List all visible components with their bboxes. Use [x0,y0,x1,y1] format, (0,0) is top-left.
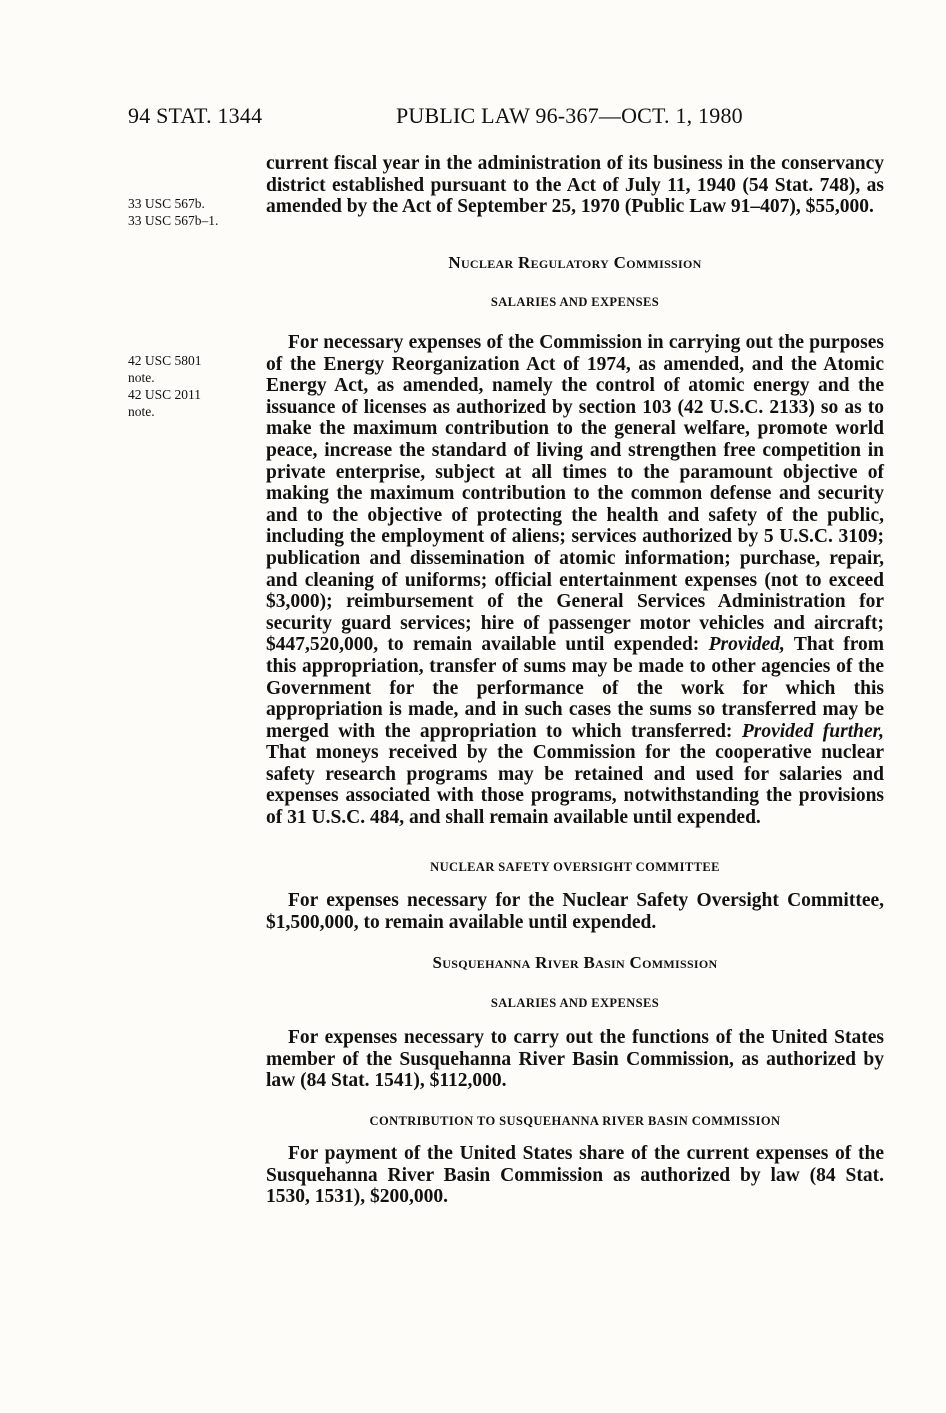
page-header [128,103,828,133]
nrc-provided-2: Provided further, [741,720,885,742]
public-law-title: PUBLIC LAW 96-367—OCT. 1, 1980 [396,103,743,128]
nrc-subheading: SALARIES AND EXPENSES [490,295,660,309]
margin-note-usc-2011: 42 USC 2011 [128,387,202,402]
margin-note-usc-5801: 42 USC 5801 [128,353,202,368]
nrc-provided-1: Provided, [708,634,785,656]
intro-paragraph [266,153,884,218]
nrc-text-part-1: For necessary expenses of the Commission in carrying out the purposes of the Energy Reorganization Act of 1974, as amended, and the Atomic Energy Act, as amended, namely the control of atomic energy and the issuance of licenses as authorized by section 103 (42 U.S.C. 2133) so as to make the maximum contribution to the general welfare, promote world peace, increase the standard of living and strengthen free competition in private enterprise, subject at all times to the paramount objective of making the maximum contribution to the common defense and security and to the objective of protecting the health and safety of the public, including the employment of aliens; services authorized by 5 U.S.C. 3109; publication and dissemination of atomic information; purchase, repair, and cleaning of uniforms; official entertainment expenses (not to exceed $3,000); reimbursement of the General Services Administration for security guard services; hire of passenger motor vehicles and aircraft; $447,520,000, to remain available until expended: [266,332,884,656]
nrc-heading: Nuclear Regulatory Commission [448,253,702,272]
srbc-subheading: SALARIES AND EXPENSES [490,996,660,1010]
srbc-text: For expenses necessary to carry out the functions of the United States member of the Susquehanna River Basin Commission, as authorized by law (84 Stat. 1541), $112,000. [266,1027,884,1092]
statute-reference: 94 STAT. 1344 [128,103,263,128]
nrc-paragraph [266,332,884,829]
nsoc-heading: NUCLEAR SAFETY OVERSIGHT COMMITTEE [430,860,720,874]
margin-note-note-b: note. [128,404,155,419]
nsoc-text: For expenses necessary for the Nuclear Safety Oversight Committee, $1,500,000, to remain available until expended. [266,890,884,933]
intro-text: current fiscal year in the administration of its business in the conservancy district established pursuant to the Act of July 11, 1940 (54 Stat. 748), as amended by the Act of September 25, 1970 (Public Law 91–407), $55,000. [266,153,884,218]
contribution-text: For payment of the United States share of the current expenses of the Susquehanna River Basin Commission as authorized by law (84 Stat. 1530, 1531), $200,000. [266,1143,884,1208]
margin-note-usc-567b: 33 USC 567b. [128,196,205,211]
srbc-heading: Susquehanna River Basin Commission [432,953,718,972]
nsoc-paragraph [266,890,884,933]
nrc-text-part-2: That from this appropriation, transfer of sums may be made to other agencies of the Government for the performance of the work for which this appropriation is made, and in such cases the sums so transferred may be merged with the appropriation to which transferred: [266,634,884,742]
nrc-text-part-3: That moneys received by the Commission for the cooperative nuclear safety research programs may be retained and used for salaries and expenses associated with those programs, notwithstanding the provisions of 31 U.S.C. 484, and shall remain available until expended. [266,742,884,829]
contribution-heading: CONTRIBUTION TO SUSQUEHANNA RIVER BASIN COMMISSION [369,1114,781,1128]
margin-note-note-a: note. [128,370,155,385]
margin-note-usc-567b-1: 33 USC 567b–1. [128,213,219,228]
srbc-paragraph [266,1027,884,1092]
contribution-paragraph [266,1143,884,1208]
nrc-text [266,332,884,829]
